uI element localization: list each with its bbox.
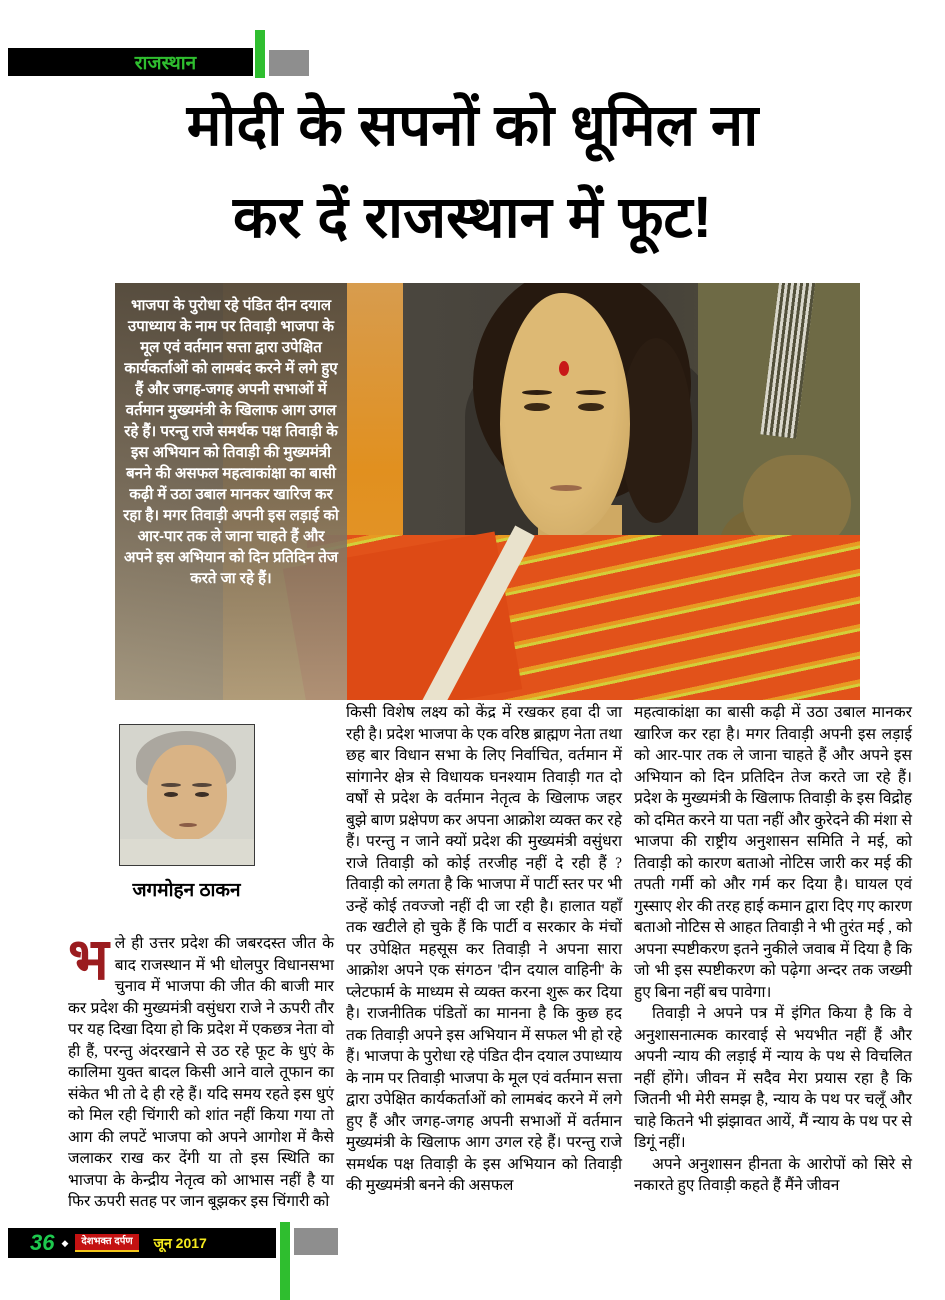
footer-bar	[8, 1228, 276, 1258]
header-green-accent-bar	[255, 30, 265, 78]
author-eyebrow-right	[192, 783, 212, 787]
photo-woman-hair-side	[620, 338, 692, 523]
column-3-paragraph-2: तिवाड़ी ने अपने पत्र में इंगित किया है कि वे अनुशासनात्मक कारवाई से भयभीत नहीं हैं और अपनी न्याय की लड़ाई में न्याय के पथ से विचलित नहीं होंगे। जीवन में सदैव मेरा प्रयास रहा है कि जितनी भी मेरी समझ है, न्याय के पथ पर चलूँ और चाहे कितने भी झंझावत आयें, मैं न्याय के पथ पर से डिगूं नहीं।	[634, 1005, 912, 1151]
author-name: जगमोहन ठाकन	[132, 880, 241, 901]
footer-gray-box	[294, 1228, 338, 1255]
author-shoulders	[120, 839, 254, 865]
column-3-paragraph-1: महत्वाकांक्षा का बासी कढ़ी में उठा उबाल मानकर खारिज कर रहा है। मगर तिवाड़ी अपनी इस लड़ाई को आर-पार तक ले जाना चाहते हैं और अपने इस अभियान को दिन प्रतिदिन तेज करते जा रहे हैं। प्रदेश के मुख्यमंत्री के खिलाफ तिवाड़ी के इस विद्रोह को दमित करने या पता नहीं और कुरेदने की मंशा से भाजपा की राष्ट्रीय अनुशासन समिति ने मई, को तिवाड़ी को कारण बताओ नोटिस जारी कर मई की तपती गर्मी को और गर्म कर दिया है। घायल एवं गुस्साए शेर की तरह हाई कमान द्वारा दिए गए कारण बताओ नोटिस से आहत तिवाड़ी ने भी तुरंत मई , को अपना स्पष्टीकरण इतने नुकीले जवाब में दिया है कि जो भी इस स्पष्टीकरण को पढ़ेगा अन्दर तक जख्मी हुए बिना नहीं बच पावेगा।	[634, 704, 912, 1001]
footer-green-accent-bar	[280, 1222, 290, 1300]
magazine-logo: देशभक्त दर्पण	[75, 1234, 138, 1252]
article-column-2	[346, 702, 622, 1254]
photo-eye-left	[524, 403, 550, 411]
author-face	[147, 745, 227, 841]
header-gray-box	[269, 50, 309, 76]
diamond-separator-icon: ◆	[61, 1237, 69, 1248]
photo-caption-overlay	[115, 283, 347, 700]
author-eye-right	[195, 792, 209, 797]
column-1-text: ले ही उत्तर प्रदेश की जबरदस्त जीत के बाद राजस्थान में भी धोलपुर विधानसभा चुनाव में भाजपा की जीत की बाजी मार कर प्रदेश की मुख्यमंत्री वसुंधरा राजे ने ऊपरी तौर पर यह दिखा दिया हो कि प्रदेश में एकछत्र नेता वो ही हैं, परन्तु अंदरखाने से उठ रहे फूट के धुएं के कालिमा युक्त बादल किसी आने वाले तूफान का संकेत भी तो दे ही रहे हैं। यदि समय रहते इस धुएं को मिल रही चिंगारी को शांत नहीं किया गया तो आग की लपटें भाजपा को अपने आगोश में कैसे जलाकर राख कर देंगी या तो इस स्थिति का भाजपा के केन्द्रीय नेतृत्व को आभास नहीं है या फिर ऊपरी सतह पर जान बूझकर इस चिंगारी को	[68, 935, 334, 1210]
main-photo	[115, 283, 860, 700]
headline-line-1: मोदी के सपनों को धूमिल ना	[186, 93, 759, 158]
column-2-text: किसी विशेष लक्ष्य को केंद्र में रखकर हवा दी जा रही है। प्रदेश भाजपा के एक वरिष्ठ ब्राह्मण नेता तथा छह बार विधान सभा के लिए निर्वाचित, वर्तमान में सांगानेर क्षेत्र से विधायक घनश्याम तिवाड़ी गत दो वर्षों से प्रदेश के वर्तमान नेतृत्व के खिलाफ जहर बुझे बाण प्रक्षेपण कर अपना आक्रोश व्यक्त कर रहे हैं। परन्तु न जाने क्यों प्रदेश की मुख्यमंत्री वसुंधरा राजे तिवाड़ी को कोई तरजीह नहीं दे रही हैं ? तिवाड़ी को लगता है कि भाजपा में पार्टी स्तर पर भी उन्हें कोई तवज्जो नहीं दी जा रही है। हालात यहाँ तक खटीले हो चुके हैं कि पार्टी व सरकार के मंचों पर उपेक्षित महसूस कर तिवाड़ी ने अपना सारा आक्रोश अपने एक संगठन 'दीन दयाल वाहिनी' के प्लेटफार्म के माध्यम से व्यक्त करना शुरू कर दिया है। राजनीतिक पंडितों का मानना है कि कुछ हद तक तिवाड़ी अपने इस अभियान में सफल भी हो रहे हैं। भाजपा के पुरोधा रहे पंडित दीन दयाल उपाध्याय के नाम पर तिवाड़ी भाजपा के मूल एवं वर्तमान सत्ता द्वारा उपेक्षित कार्यकर्ताओं को लामबंद करने में लगे हुए हैं और जगह-जगह अपनी सभाओं में वर्तमान मुख्यमंत्री के खिलाफ आग उगल रहे हैं। परन्तु राजे समर्थक पक्ष तिवाड़ी के इस अभियान को तिवाड़ी की मुख्यमंत्री बनने की असफल	[346, 704, 622, 1194]
article-column-3	[634, 702, 912, 1254]
photo-eye-right	[578, 403, 604, 411]
author-mouth	[179, 823, 197, 827]
issue-date: जून 2017	[153, 1234, 207, 1251]
section-header-bar	[8, 48, 253, 76]
section-label: राजस्थान	[134, 53, 197, 74]
headline-line-2: कर दें राजस्थान में फूट!	[233, 185, 712, 250]
page-number: 36	[30, 1230, 55, 1255]
drop-cap: भ	[68, 927, 109, 992]
author-eye-left	[164, 792, 178, 797]
photo-eyebrow-right	[576, 390, 606, 395]
photo-mouth	[550, 485, 582, 491]
article-headline	[20, 80, 925, 264]
article-column-1	[68, 927, 334, 1251]
photo-caption-text: भाजपा के पुरोधा रहे पंडित दीन दयाल उपाध्याय के नाम पर तिवाड़ी भाजपा के मूल एवं वर्तमान सत्ता द्वारा उपेक्षित कार्यकर्ताओं को लामबंद करने में लगे हुए हैं और जगह-जगह अपनी सभाओं में वर्तमान मुख्यमंत्री के खिलाफ आग उगल रहे हैं। परन्तु राजे समर्थक पक्ष तिवाड़ी के इस अभियान को तिवाड़ी की मुख्यमंत्री बनने की असफल महत्वाकांक्षा का बासी कढ़ी में उठा उबाल मानकर खारिज कर रहा है। मगर तिवाड़ी अपनी इस लड़ाई को आर-पार तक ले जाना चाहते हैं और अपने इस अभियान को दिन प्रतिदिन तेज करते जा रहे हैं।	[123, 297, 339, 587]
photo-eyebrow-left	[522, 390, 552, 395]
column-3-paragraph-3: अपने अनुशासन हीनता के आरोपों को सिरे से नकारते हुए तिवाड़ी कहते हैं मैंने जीवन	[634, 1155, 912, 1194]
photo-bindi	[559, 361, 569, 376]
author-photo	[119, 724, 255, 866]
author-eyebrow-left	[161, 783, 181, 787]
